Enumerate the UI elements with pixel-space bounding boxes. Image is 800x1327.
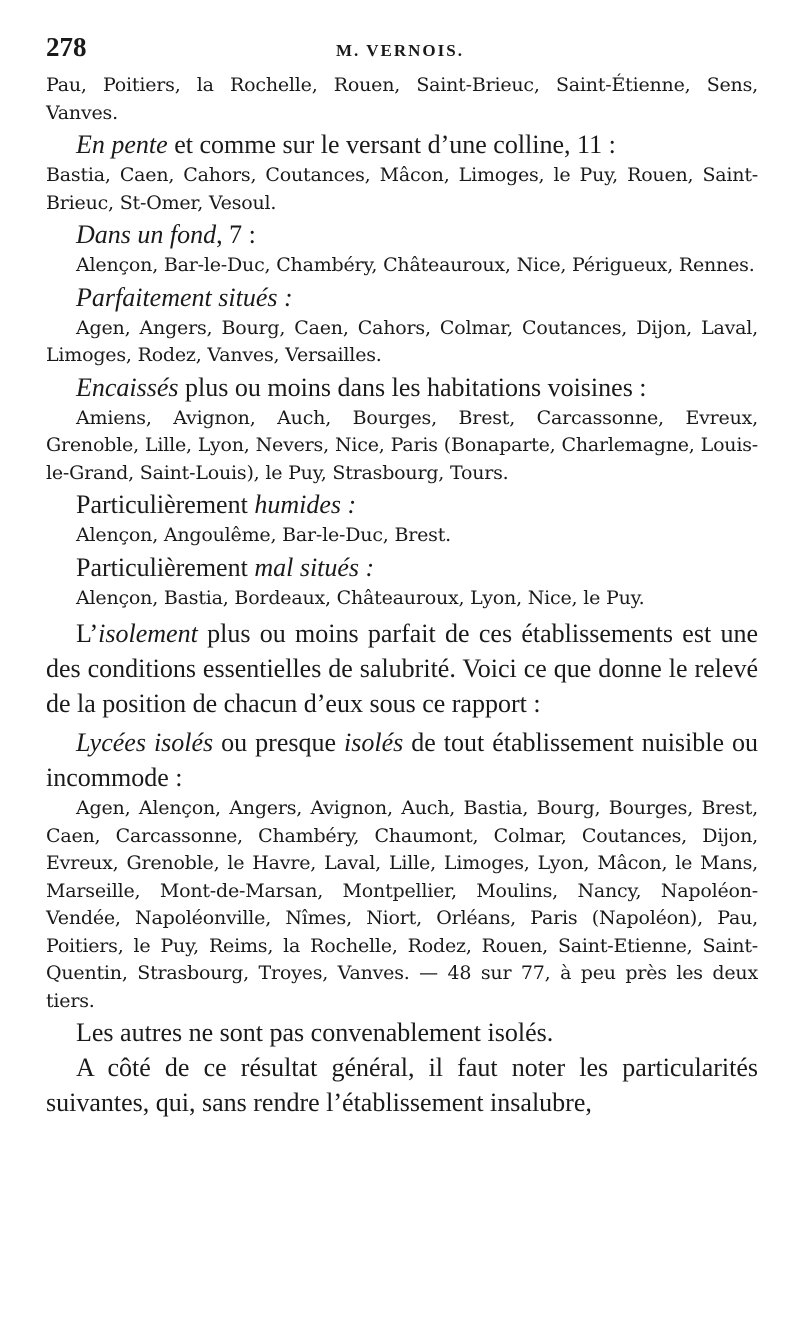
text-run: L’ <box>76 619 99 648</box>
text-run: ou presque <box>213 728 345 757</box>
paragraph <box>46 1015 758 1050</box>
page-number: 278 <box>46 32 87 62</box>
paragraph <box>46 522 758 550</box>
text-run: , 7 : <box>216 220 256 249</box>
text-run: et comme sur le versant d’une colline, 11 : <box>167 130 616 159</box>
paragraph <box>46 585 758 613</box>
italic-text: isolés <box>344 728 404 757</box>
text-run: Alençon, Angoulême, Bar-le-Duc, Brest. <box>76 524 451 546</box>
text-run: Agen, Angers, Bourg, Caen, Cahors, Colmar, Coutances, Dijon, Laval, Limoges, Rodez, Vanves, Versailles. <box>46 316 758 366</box>
text-run: Particulièrement <box>76 552 255 582</box>
running-head <box>46 32 758 72</box>
paragraph <box>46 725 758 795</box>
text-run: Particulièrement <box>76 490 255 519</box>
italic-text: isolement <box>98 619 198 648</box>
text-run: de tout établissement nuisible ou incommode : <box>46 728 759 792</box>
italic-text: Lycées isolés <box>76 728 214 757</box>
italic-text: Parfaitement situés : <box>76 282 293 312</box>
paragraph <box>46 280 758 315</box>
paragraph <box>46 72 758 127</box>
paragraph <box>46 550 758 585</box>
paragraph <box>46 616 758 721</box>
text-run: Alençon, Bar-le-Duc, Chambéry, Châteauroux, Nice, Périgueux, Rennes. <box>76 254 755 276</box>
paragraph <box>46 315 758 370</box>
paragraph <box>46 252 758 280</box>
italic-text: En pente <box>76 130 168 159</box>
paragraph <box>46 127 758 162</box>
text-run: Agen, Alençon, Angers, Avignon, Auch, Bastia, Bourg, Bourges, Brest, Caen, Carcassonne, Chambéry, Chaumont, Colmar, Coutances, Dijon, Evreux, Grenoble, le Havre, Laval, Lille, Limoges, Lyon, Mâcon, le Mans, Marseille, Mont-de-Marsan, Montpellier, Moulins, Nancy, Napoléon-Vendée, Napoléonville, Nîmes, Niort, Orléans, Paris (Napoléon), Pau, Poitiers, le Puy, Reims, la Rochelle, Rodez, Rouen, Saint-Etienne, Saint-Quentin, Strasbourg, Troyes, Vanves. — 48 sur 77, à peu près les deux tiers. <box>46 797 758 1012</box>
text-run: Pau, Poitiers, la Rochelle, Rouen, Saint-Brieuc, Saint-Étienne, Sens, Vanves. <box>46 74 758 124</box>
text-run: A côté de ce résultat général, il faut noter les particularités suivantes, qui, sans rendre l’établissement insalubre, <box>46 1053 758 1117</box>
paragraph <box>46 405 758 488</box>
italic-text: Dans un fond <box>76 220 217 249</box>
text-run: plus ou moins parfait de ces établissements est une des conditions essentielles de salubrité. Voici ce que donne le relevé de la position de chacun d’eux sous ce rapport : <box>46 619 758 718</box>
text-run: Bastia, Caen, Cahors, Coutances, Mâcon, Limoges, le Puy, Rouen, Saint-Brieuc, St-Omer, Vesoul. <box>46 164 758 214</box>
book-page <box>46 32 758 1120</box>
text-run: Alençon, Bastia, Bordeaux, Châteauroux, Lyon, Nice, le Puy. <box>76 586 645 609</box>
running-title: M. VERNOIS. <box>336 41 464 60</box>
italic-text: humides : <box>254 490 357 519</box>
paragraph <box>46 162 758 217</box>
paragraph <box>46 1050 758 1120</box>
text-run: plus ou moins dans les habitations voisines : <box>178 372 647 402</box>
italic-text: mal situés : <box>254 552 375 582</box>
paragraph <box>46 370 758 405</box>
paragraph <box>46 795 758 1015</box>
text-run: Amiens, Avignon, Auch, Bourges, Brest, Carcassonne, Evreux, Grenoble, Lille, Lyon, Nevers, Nice, Paris (Bonaparte, Charlemagne, Louis-le-Grand, Saint-Louis), le Puy, Strasbourg, Tours. <box>46 406 758 484</box>
paragraph <box>46 487 758 522</box>
text-run: Les autres ne sont pas convenablement isolés. <box>76 1018 554 1047</box>
paragraph <box>46 217 758 252</box>
italic-text: Encaissés <box>76 372 179 402</box>
